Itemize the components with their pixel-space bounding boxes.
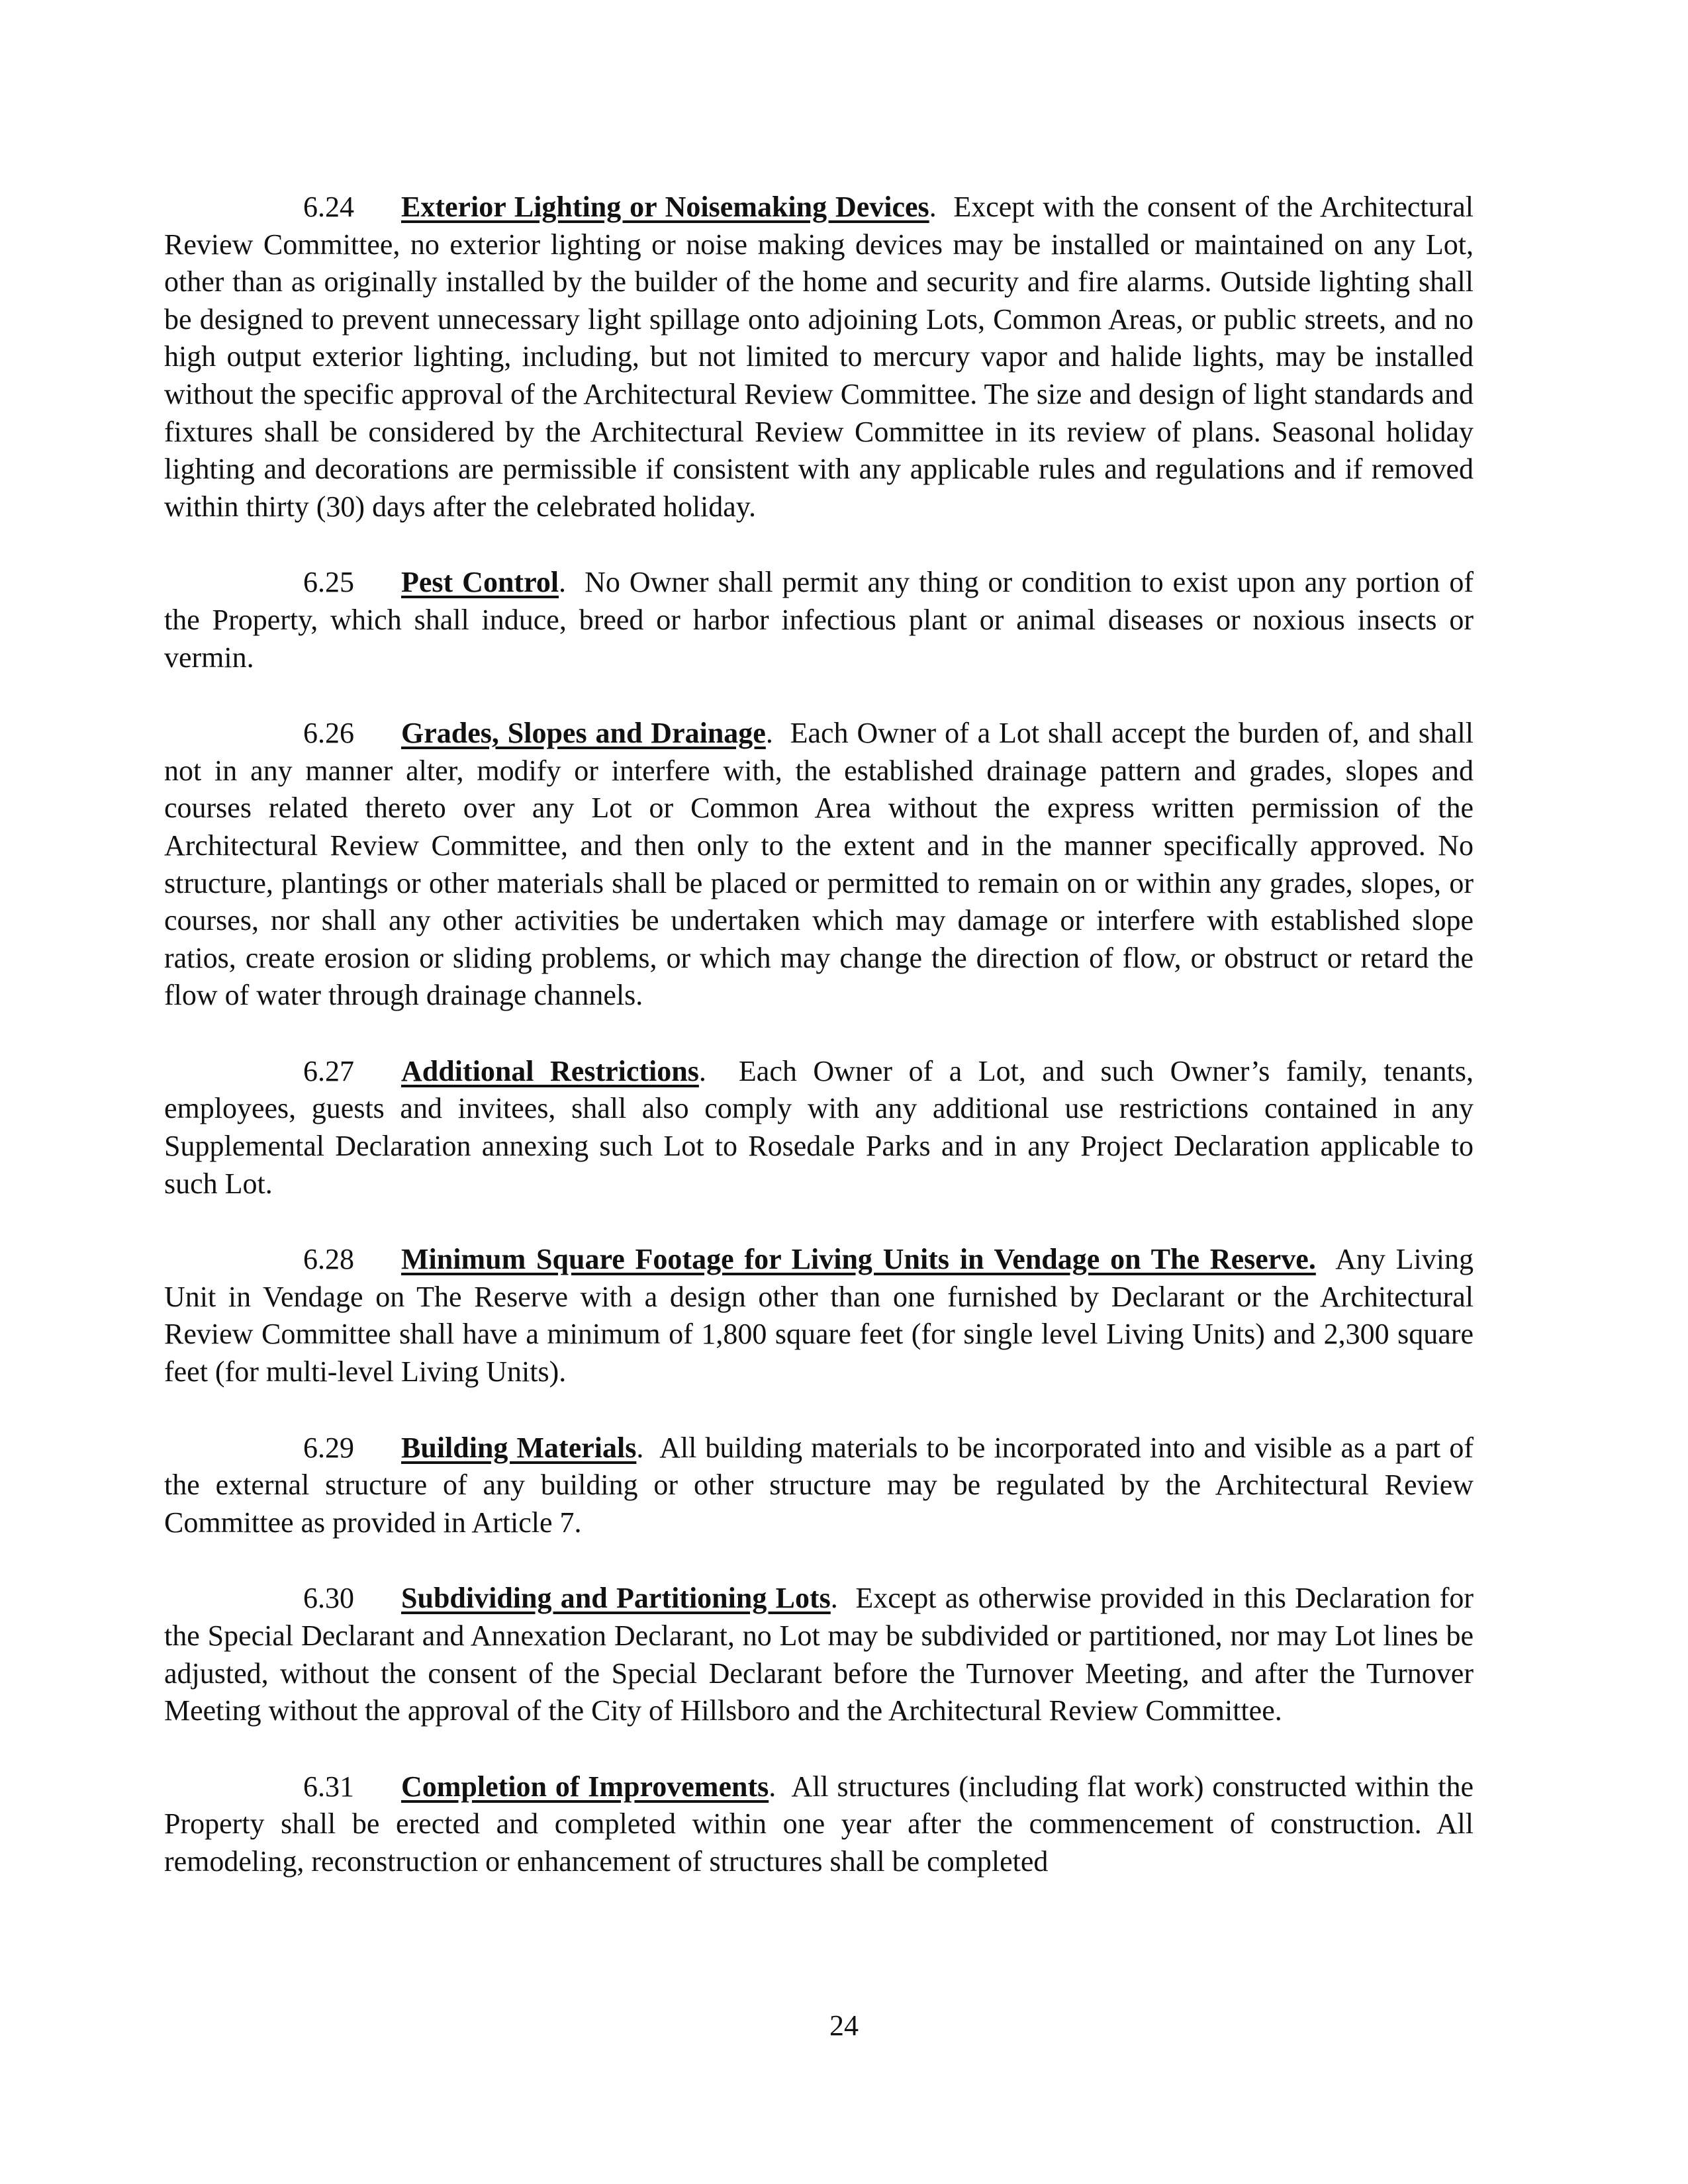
section-6-25: 6.25 Pest Control. No Owner shall permit any thing or condition to exist upon any portion of the Property, which shall induce, breed or harbor infectious plant or animal diseases or noxious insects or vermin. xyxy=(164,564,1474,676)
section-heading: Building Materials xyxy=(401,1431,637,1464)
section-heading: Additional Restrictions xyxy=(401,1054,699,1087)
section-number: 6.27 xyxy=(303,1054,354,1087)
section-6-26: 6.26 Grades, Slopes and Drainage. Each Owner of a Lot shall accept the burden of, and shall not in any manner alter, modify or interfere with, the established drainage pattern and grades, slopes and courses related thereto over any Lot or Common Area without the express written permission of the Architectural Review Committee, and then only to the extent and in the manner specifically approved. No structure, plantings or other materials shall be placed or permitted to remain on or within any grades, slopes, or courses, nor shall any other activities be undertaken which may damage or interfere with established slope ratios, create erosion or sliding problems, or which may change the direction of flow, or obstruct or retard the flow of water through drainage channels. xyxy=(164,715,1474,1015)
section-heading: Exterior Lighting or Noisemaking Devices xyxy=(401,191,929,223)
section-heading: Subdividing and Partitioning Lots xyxy=(401,1582,831,1615)
section-heading: Minimum Square Footage for Living Units in Vendage on The Reserve. xyxy=(401,1243,1316,1276)
section-body: Each Owner of a Lot, and such Owner’s family, tenants, employees, guests and invitees, shall also comply with any additional use restrictions contained in any Supplemental Declaration annexing such Lot to Rosedale Parks and in any Project Declaration applicable to such Lot. xyxy=(164,1054,1474,1200)
section-number: 6.29 xyxy=(303,1431,354,1464)
section-number: 6.24 xyxy=(303,191,354,223)
section-6-24: 6.24 Exterior Lighting or Noisemaking Devices. Except with the consent of the Architectural Review Committee, no exterior lighting or noise making devices may be installed or maintained on any Lot, other than as originally installed by the builder of the home and security and fire alarms. Outside lighting shall be designed to prevent unnecessary light spillage onto adjoining Lots, Common Areas, or public streets, and no high output exterior lighting, including, but not limited to mercury vapor and halide lights, may be installed without the specific approval of the Architectural Review Committee. The size and design of light standards and fixtures shall be considered by the Architectural Review Committee in its review of plans. Seasonal holiday lighting and decorations are permissible if consistent with any applicable rules and regulations and if removed within thirty (30) days after the celebrated holiday. xyxy=(164,189,1474,525)
section-body: Except as otherwise provided in this Declaration for the Special Declarant and Annexation Declarant, no Lot may be subdivided or partitioned, nor may Lot lines be adjusted, without the consent of the Special Declarant before the Turnover Meeting, and after the Turnover Meeting without the approval of the City of Hillsboro and the Architectural Review Committee. xyxy=(164,1582,1474,1727)
section-6-31: 6.31 Completion of Improvements. All structures (including flat work) constructed within the Property shall be erected and completed within one year after the commencement of construction. All remodeling, reconstruction or enhancement of structures shall be completed xyxy=(164,1768,1474,1881)
section-body: All building materials to be incorporated into and visible as a part of the external structure of any building or other structure may be regulated by the Architectural Review Committee as provided in Article 7. xyxy=(164,1431,1474,1539)
section-6-27: 6.27 Additional Restrictions. Each Owner of a Lot, and such Owner’s family, tenants, employees, guests and invitees, shall also comply with any additional use restrictions contained in any Supplemental Declaration annexing such Lot to Rosedale Parks and in any Project Declaration applicable to such Lot. xyxy=(164,1053,1474,1203)
page-number: 24 xyxy=(829,2009,859,2042)
section-body: All structures (including flat work) constructed within the Property shall be erected and completed within one year after the commencement of construction. All remodeling, reconstruction or enhancement of structures shall be completed xyxy=(164,1770,1474,1878)
section-number: 6.25 xyxy=(303,566,354,599)
section-number: 6.31 xyxy=(303,1770,354,1803)
section-number: 6.28 xyxy=(303,1243,354,1276)
section-body: Each Owner of a Lot shall accept the burden of, and shall not in any manner alter, modify or interfere with, the established drainage pattern and grades, slopes and courses related thereto over any Lot or Common Area without the express written permission of the Architectural Review Committee, and then only to the extent and in the manner specifically approved. No structure, plantings or other materials shall be placed or permitted to remain on or within any grades, slopes, or courses, nor shall any other activities be undertaken which may damage or interfere with established slope ratios, create erosion or sliding problems, or which may change the direction of flow, or obstruct or retard the flow of water through drainage channels. xyxy=(164,717,1474,1012)
section-body: Except with the consent of the Architectural Review Committee, no exterior lighting or noise making devices may be installed or maintained on any Lot, other than as originally installed by the builder of the home and security and fire alarms. Outside lighting shall be designed to prevent unnecessary light spillage onto adjoining Lots, Common Areas, or public streets, and no high output exterior lighting, including, but not limited to mercury vapor and halide lights, may be installed without the specific approval of the Architectural Review Committee. The size and design of light standards and fixtures shall be considered by the Architectural Review Committee in its review of plans. Seasonal holiday lighting and decorations are permissible if consistent with any applicable rules and regulations and if removed within thirty (30) days after the celebrated holiday. xyxy=(164,191,1474,523)
section-body: No Owner shall permit any thing or condition to exist upon any portion of the Property, which shall induce, breed or harbor infectious plant or animal diseases or noxious insects or vermin. xyxy=(164,566,1474,674)
section-heading: Pest Control xyxy=(401,566,559,599)
section-number: 6.26 xyxy=(303,717,354,750)
section-heading: Grades, Slopes and Drainage xyxy=(401,717,766,750)
document-page xyxy=(164,189,1474,1919)
section-body: Any Living Unit in Vendage on The Reserve with a design other than one furnished by Declarant or the Architectural Review Committee shall have a minimum of 1,800 square feet (for single level Living Units) and 2,300 square feet (for multi-level Living Units). xyxy=(164,1243,1474,1388)
section-heading: Completion of Improvements xyxy=(401,1770,769,1803)
section-6-29: 6.29 Building Materials. All building materials to be incorporated into and visible as a part of the external structure of any building or other structure may be regulated by the Architectural Review Committee as provided in Article 7. xyxy=(164,1430,1474,1542)
section-number: 6.30 xyxy=(303,1582,354,1615)
section-6-30: 6.30 Subdividing and Partitioning Lots. Except as otherwise provided in this Declaration for the Special Declarant and Annexation Declarant, no Lot may be subdivided or partitioned, nor may Lot lines be adjusted, without the consent of the Special Declarant before the Turnover Meeting, and after the Turnover Meeting without the approval of the City of Hillsboro and the Architectural Review Committee. xyxy=(164,1580,1474,1729)
section-6-28 xyxy=(164,1241,1474,1390)
